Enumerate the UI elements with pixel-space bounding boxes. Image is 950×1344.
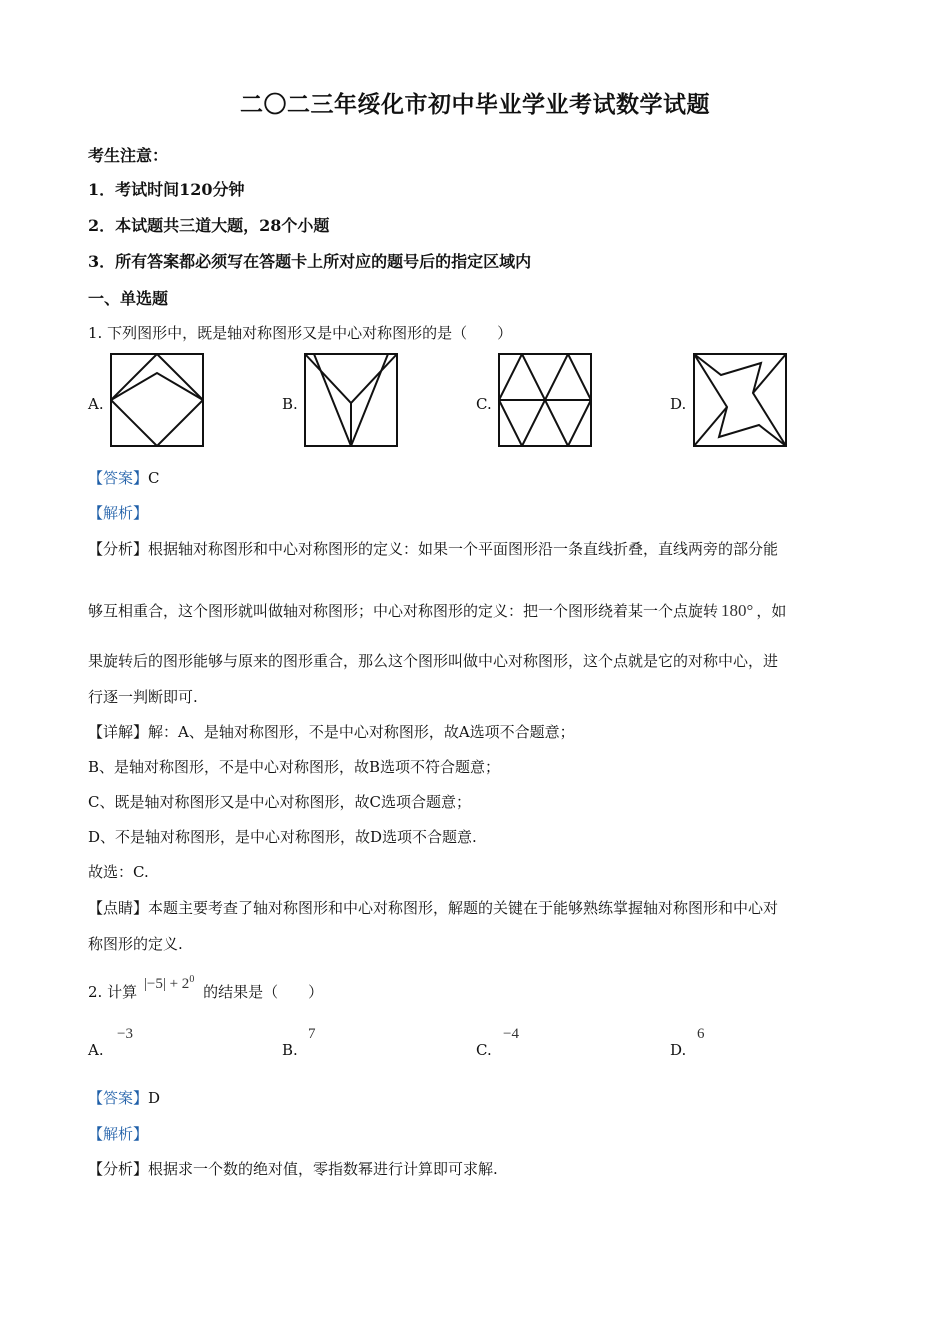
q2-fenxi-text: 根据求一个数的绝对值，零指数幂进行计算即可求解. [148, 1160, 498, 1178]
q1-answer [88, 467, 160, 488]
q1-figure-c [498, 353, 592, 447]
q2-option-a-label: A. [88, 1041, 104, 1059]
q1-fenxi-line-1 [88, 538, 778, 559]
q1-dianjing-line-1 [88, 897, 778, 918]
q2-option-c-value: −4 [503, 1026, 519, 1042]
notice-item-3: 3．所有答案都必须写在答题卡上所对应的题号后的指定区域内 [88, 252, 532, 271]
notice-item-2: 2．本试题共三道大题，28个小题 [88, 216, 330, 235]
section-heading: 一、单选题 [88, 289, 169, 308]
notice-item-1: 1．考试时间120分钟 [88, 180, 245, 199]
q1-option-b-label: B. [282, 395, 298, 413]
q2-option-c-label: C. [476, 1041, 492, 1059]
q1-figure-b [304, 353, 398, 447]
q1-fenxi-line-4: 行逐一判断即可. [88, 688, 198, 706]
q1-dianjing-line-2: 称图形的定义. [88, 935, 183, 953]
q1-fenxi-line-2 [88, 600, 786, 621]
q1-answer-value: C [148, 469, 160, 487]
q1-xiangjie-line-1 [88, 721, 575, 742]
q1-dianjing-text-1: 本题主要考查了轴对称图形和中心对称图形，解题的关键在于能够熟练掌握轴对称图形和中心对 [148, 899, 779, 917]
q2-expr-plus: + 2 [169, 976, 190, 992]
q2-answer-value: D [148, 1089, 161, 1107]
page-title: 二〇二三年绥化市初中毕业学业考试数学试题 [240, 91, 710, 118]
q2-fenxi-tag: 【分析】 [88, 1160, 149, 1178]
q2-expr-exp: 0 [189, 974, 195, 985]
q2-option-d-value: 6 [697, 1026, 705, 1042]
q1-xiangjie-line-4: D、不是轴对称图形，是中心对称图形，故D选项不合题意. [88, 828, 477, 846]
q1-option-c-label: C. [476, 395, 492, 413]
q1-fenxi-line-3: 果旋转后的图形能够与原来的图形重合，那么这个图形叫做中心对称图形，这个点就是它的对称中心，进 [88, 652, 779, 670]
q1-xiangjie-line-3: C、既是轴对称图形又是中心对称图形，故C选项合题意； [88, 793, 471, 811]
q1-xiangjie-tag: 【详解】 [88, 723, 149, 741]
q1-analysis-tag: 【解析】 [88, 504, 149, 522]
q2-answer [88, 1087, 160, 1108]
q2-option-b-label: B. [282, 1041, 298, 1059]
q1-fenxi-tag: 【分析】 [88, 540, 149, 558]
q1-answer-tag: 【答案】 [88, 469, 149, 487]
q1-xiangjie-text-1: 解：A、是轴对称图形，不是中心对称图形，故A选项不合题意； [148, 723, 575, 741]
q1-fenxi-text-2: 够互相重合，这个图形就叫做轴对称图形；中心对称图形的定义：把一个图形绕着某一个点旋转 [88, 602, 719, 620]
notice-heading: 考生注意： [88, 146, 169, 165]
q2-fenxi [88, 1158, 498, 1179]
q2-option-b-value: 7 [308, 1026, 316, 1042]
q1-choose: 故选：C. [88, 863, 149, 881]
q1-option-d-label: D. [670, 395, 687, 413]
q2-stem-post: 的结果是（ ） [203, 983, 324, 1001]
q1-xiangjie-line-2: B、是轴对称图形，不是中心对称图形，故B选项不符合题意； [88, 758, 501, 776]
q2-analysis-tag: 【解析】 [88, 1125, 149, 1143]
q1-stem: 1. 下列图形中，既是轴对称图形又是中心对称图形的是（ ） [88, 324, 513, 342]
q1-figure-d [693, 353, 787, 447]
q1-fenxi-text-2b: ，如 [756, 602, 787, 620]
q2-answer-tag: 【答案】 [88, 1089, 149, 1107]
q1-dianjing-tag: 【点睛】 [88, 899, 149, 917]
q1-figure-a [110, 353, 204, 447]
q2-stem-pre: 2. 计算 [88, 983, 138, 1001]
q1-option-a-label: A. [88, 395, 104, 413]
q2-option-a-value: −3 [117, 1026, 133, 1042]
q2-expression [144, 976, 194, 992]
q2-expr-abs: |−5| [143, 976, 166, 992]
q2-option-d-label: D. [670, 1041, 687, 1059]
q2-stem [88, 974, 324, 1002]
q1-angle: 180° [721, 601, 754, 620]
q1-fenxi-text-1: 根据轴对称图形和中心对称图形的定义：如果一个平面图形沿一条直线折叠，直线两旁的部分能 [148, 540, 779, 558]
